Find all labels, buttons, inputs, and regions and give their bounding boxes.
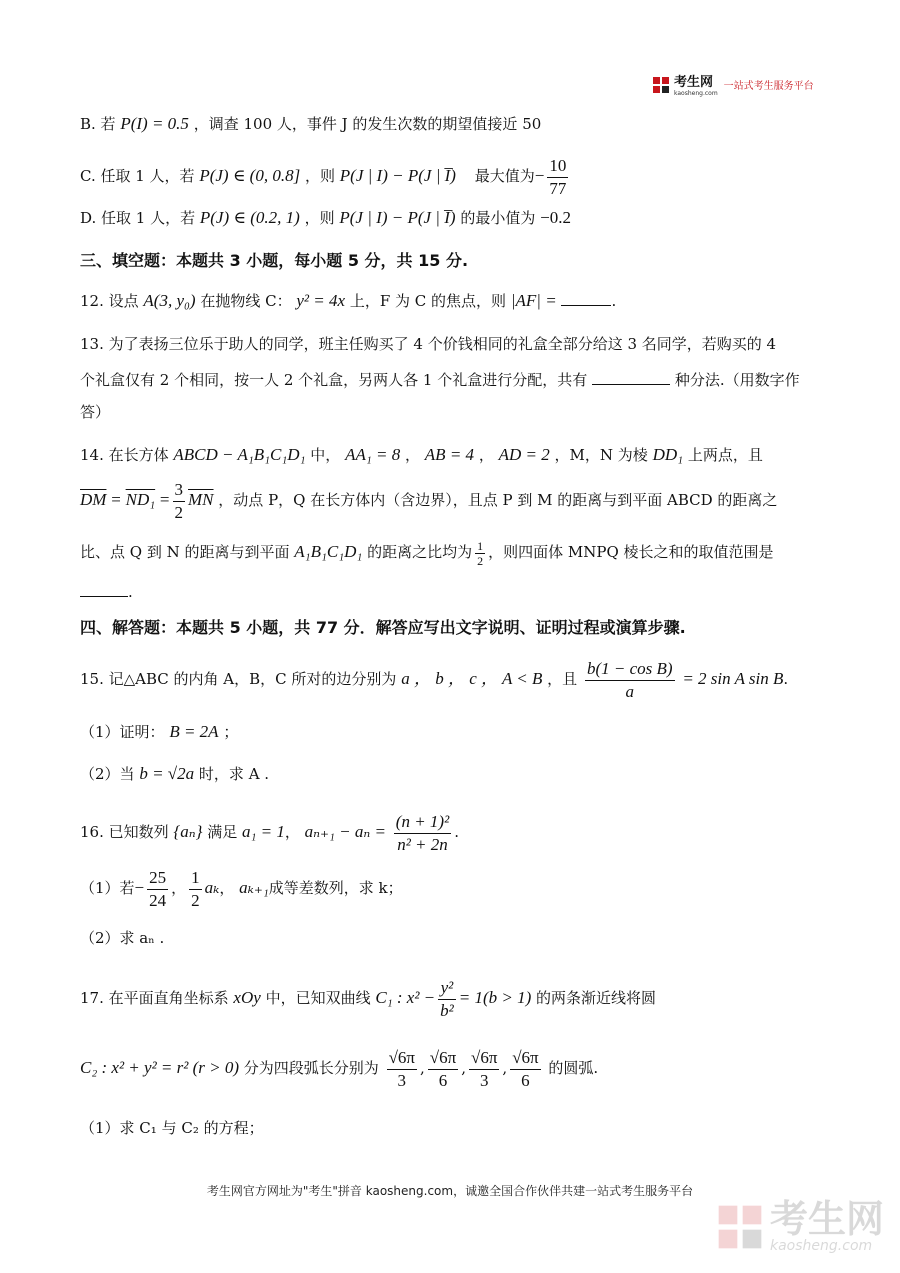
q12-eq: y² = 4x <box>296 291 346 310</box>
q14-eq-2: = <box>159 490 170 509</box>
q14-line-3 <box>80 534 774 570</box>
option-d-post: 的最小值为 <box>460 209 536 227</box>
q16-fraction <box>394 811 451 856</box>
q15-den: a <box>625 681 634 701</box>
q14-line3b: 的距离之比均为 <box>367 543 473 561</box>
q16-p1-den: 24 <box>149 890 167 910</box>
watermark-domain: kaosheng.com <box>770 1238 873 1254</box>
q17-c2: C₂ : x² + y² = r² (r > 0) <box>80 1058 240 1077</box>
q16-seq: {aₙ} <box>173 822 203 841</box>
q14-half-num: 1 <box>477 538 484 553</box>
q16-pre: 16. 已知数列 <box>80 823 169 841</box>
header-logo <box>652 72 814 97</box>
q17-arc-1-den: 3 <box>397 1070 407 1090</box>
q16-init: a₁ = 1 <box>241 822 285 841</box>
q16-p1-neg: − <box>134 878 145 897</box>
q16-lhs: aₙ₊₁ − aₙ = <box>304 822 387 841</box>
q14-mid1: 中， <box>310 446 341 464</box>
q17-arc-2-den: 6 <box>438 1070 448 1090</box>
q15-period: . <box>783 670 789 688</box>
header-slogan: 一站式考生服务平台 <box>723 81 814 92</box>
q17-arc-1 <box>387 1047 417 1092</box>
q17-arc-1-num: √6π <box>387 1047 417 1070</box>
option-c-num: 10 <box>547 155 568 178</box>
logo-domain: kaosheng.com <box>674 90 718 97</box>
q14-line3a: 比、点 Q 到 N 的距离与到平面 <box>80 543 290 561</box>
question-12 <box>80 289 616 313</box>
q16-p1-half-num: 1 <box>189 867 202 890</box>
q14-plane: A₁B₁C₁D₁ <box>294 542 363 561</box>
q13-line2a: 个礼盒仅有 2 个相同，按一人 2 个礼盒，另两人各 1 个礼盒进行分配，共有 <box>80 371 588 389</box>
q16-part-2: （2）求 aₙ . <box>80 929 165 947</box>
q17-mid2: 分为四段弧长分别为 <box>243 1059 379 1077</box>
section-3-title: 三、填空题：本题共 3 小题，每小题 5 分，共 15 分. <box>80 251 469 270</box>
q15-pre: 15. 记△ABC 的内角 A，B，C 所对的边分别为 <box>80 670 397 688</box>
q12-point: A(3, y₀) <box>143 291 196 310</box>
option-b-post: ，调查 100 人，事件 J 的发生次数的期望值接近 50 <box>193 115 542 133</box>
option-d-val: −0.2 <box>540 208 571 227</box>
footer-text: 考生网官方网址为"考生"拼音 kaosheng.com，诚邀全国合作伙伴共建一站式考生服务平台 <box>206 1184 694 1198</box>
q17-arc-3 <box>469 1047 499 1092</box>
q14-sep-1: ， <box>405 446 421 464</box>
section-4-title: 四、解答题：本题共 5 小题，共 77 分．解答应写出文字说明、证明过程或演算步骤. <box>80 618 686 637</box>
watermark-logo-icon <box>716 1203 764 1251</box>
q12-abs: |AF| = <box>510 291 557 310</box>
option-d-mid: ，则 <box>304 209 335 227</box>
q17-frac-den: b² <box>440 1000 454 1020</box>
q17-sys: xOy <box>233 988 261 1007</box>
q16-num: (n + 1)² <box>394 811 451 834</box>
q17-arc-2 <box>428 1047 458 1092</box>
q17-c1: C₁ : x² − <box>375 988 436 1007</box>
q17-end: 的圆弧. <box>548 1059 599 1077</box>
logo-wordmark <box>674 72 718 97</box>
q16-p1-end: 成等差数列，求 k； <box>268 879 403 897</box>
q14-post1: ，M，N 为棱 <box>554 446 648 464</box>
option-c <box>80 152 571 200</box>
question-15 <box>80 654 788 704</box>
q14-line3c: ，则四面体 MNPQ 棱长之和的取值范围是 <box>488 543 774 561</box>
option-c-expr2: P(J | I) − P(J | I̅) <box>339 166 456 185</box>
q14-edge: DD₁ <box>652 445 684 464</box>
option-b-expr: P(I) = 0.5 <box>120 114 189 133</box>
watermark-wordmark <box>770 1197 885 1254</box>
q14-e2: AB = 4 <box>424 445 475 464</box>
watermark-name: 考生网 <box>770 1197 885 1241</box>
q14-half-den: 2 <box>477 553 484 568</box>
q17-pre: 17. 在平面直角坐标系 <box>80 989 229 1007</box>
q16-p1-num: 25 <box>147 867 168 890</box>
q14-line2-text: ，动点 P，Q 在长方体内（含边界），且点 P 到 M 的距离与到平面 ABCD 的距离之 <box>218 491 778 509</box>
q15-rhs: = 2 sin A sin B <box>682 669 784 688</box>
q14-half <box>475 539 485 568</box>
q15-p1-end: ； <box>223 723 239 741</box>
q15-fraction <box>585 658 675 703</box>
option-c-den: 77 <box>549 178 567 198</box>
q15-part-2 <box>80 762 269 786</box>
watermark <box>716 1197 885 1254</box>
option-d-expr2: P(J | I) − P(J | I̅) <box>339 208 456 227</box>
q16-p1-sep-2: ， <box>219 879 235 897</box>
q17-part-1: （1）求 C₁ 与 C₂ 的方程； <box>80 1119 264 1137</box>
q14-e1: AA₁ = 8 <box>345 445 401 464</box>
q14-end: . <box>128 583 133 601</box>
q17-arc-4 <box>510 1047 540 1092</box>
q14-line-4 <box>80 580 133 604</box>
q16-mid: 满足 <box>207 823 238 841</box>
q16-p1-frac <box>147 867 168 912</box>
kaosheng-logo-icon <box>652 76 670 94</box>
question-16: 16. 已知数列 {aₙ} 满足 a₁ = 1， aₙ₊₁ − aₙ = $\frac{\text{(n + 1)²}}{\text{n² + 2n}}$ . <box>80 811 459 854</box>
q17-arc-4-num: √6π <box>510 1047 540 1070</box>
q14-pre: 14. 在长方体 <box>80 446 169 464</box>
q14-line-2 <box>80 476 777 524</box>
q14-vec-dm: $\overline{DM}$ <box>80 490 107 509</box>
q13-line2b: 种分法.（用数字作 <box>674 371 800 389</box>
q15-p2-end: 时，求 A . <box>198 765 270 783</box>
option-c-fraction <box>547 155 568 200</box>
q17-arc-4-den: 6 <box>521 1070 530 1090</box>
q17-mid: 中，已知双曲线 <box>265 989 371 1007</box>
q16-p1-sep-1: ， <box>171 879 187 897</box>
q15-num: b(1 − cos B) <box>585 658 675 681</box>
q15-vars: a ， b ， c ， A < B <box>401 669 543 688</box>
option-c-post: 最大值为 <box>474 167 535 185</box>
q17-frac-num: y² <box>438 977 456 1000</box>
q16-part-1 <box>80 862 403 914</box>
q17-arc-3-num: √6π <box>469 1047 499 1070</box>
option-c-neg: − <box>534 166 545 185</box>
option-d <box>80 206 571 230</box>
q15-mid: ，且 <box>547 670 578 688</box>
q12-mid1: 在抛物线 C： <box>200 292 292 310</box>
question-17 <box>80 972 656 1024</box>
q14-vec-mn: $\overline{MN}$ <box>188 490 214 509</box>
q14-answer-blank[interactable] <box>80 582 128 597</box>
q15-p2-expr: b = √2a <box>139 764 195 783</box>
q16-p1-half <box>189 867 202 912</box>
q17-arc-3-den: 3 <box>479 1070 489 1090</box>
option-b <box>80 112 541 136</box>
q14-post2: 上两点，且 <box>687 446 763 464</box>
q14-sep-2: ， <box>478 446 494 464</box>
q15-p1-expr: B = 2A <box>169 722 219 741</box>
q16-p1-half-den: 2 <box>191 890 200 910</box>
q13-line-2 <box>80 368 800 392</box>
option-c-expr1: P(J) ∈ (0, 0.8] <box>199 166 301 185</box>
q17-post: 的两条渐近线将圆 <box>536 989 657 1007</box>
q13-answer-blank[interactable] <box>592 370 670 385</box>
q15-p2-label: （2）当 <box>80 765 135 783</box>
option-d-expr1: P(J) ∈ (0.2, 1) <box>199 208 300 227</box>
q14-solid: ABCD − A₁B₁C₁D₁ <box>173 445 306 464</box>
q14-line-1 <box>80 443 763 467</box>
q16-p1-ak1: aₖ₊₁ <box>239 878 269 897</box>
q16-period: . <box>454 823 459 841</box>
q14-frac-den: 2 <box>174 502 184 522</box>
q13-line-3: 答） <box>80 403 111 421</box>
option-c-pre: C. 任取 1 人，若 <box>80 167 195 185</box>
q14-e3: AD = 2 <box>498 445 550 464</box>
q16-p1-ak: aₖ <box>204 878 220 897</box>
option-d-pre: D. 任取 1 人，若 <box>80 209 196 227</box>
q12-answer-blank[interactable] <box>561 291 611 306</box>
q14-frac-num: 3 <box>173 479 186 502</box>
q12-end: . <box>611 292 617 310</box>
q12-pre: 12. 设点 <box>80 292 139 310</box>
q15-part-1 <box>80 720 238 744</box>
q17-arc-2-num: √6π <box>428 1047 458 1070</box>
q17-frac <box>438 977 456 1022</box>
logo-name: 考生网 <box>674 75 714 90</box>
q14-vec-nd1: ND₁ <box>125 490 156 509</box>
q17-cond: = 1(b > 1) <box>458 988 532 1007</box>
q12-mid2: 上，F 为 C 的焦点，则 <box>349 292 507 310</box>
option-b-pre: B. 若 <box>80 115 116 133</box>
q17-line-2: C₂ : x² + y² = r² (r > 0) 分为四段弧长分别为 $\frac{√6\pi}{3}$ , $\frac{√6\pi}{6}$ , $\frac{√6\pi}{3}$ , $\frac{√6\pi}{6}$ 的圆弧. <box>80 1047 599 1090</box>
q16-p1-label: （1）若 <box>80 879 135 897</box>
q15-p1-label: （1）证明： <box>80 723 165 741</box>
q14-eq-1: = <box>111 490 121 509</box>
q13-line-1: 13. 为了表扬三位乐于助人的同学，班主任购买了 4 个价钱相同的礼盒全部分给这 3 名同学，若购买的 4 <box>80 335 777 353</box>
q16-den: n² + 2n <box>397 834 448 854</box>
q14-fraction <box>173 479 186 524</box>
option-c-mid: ，则 <box>305 167 336 185</box>
